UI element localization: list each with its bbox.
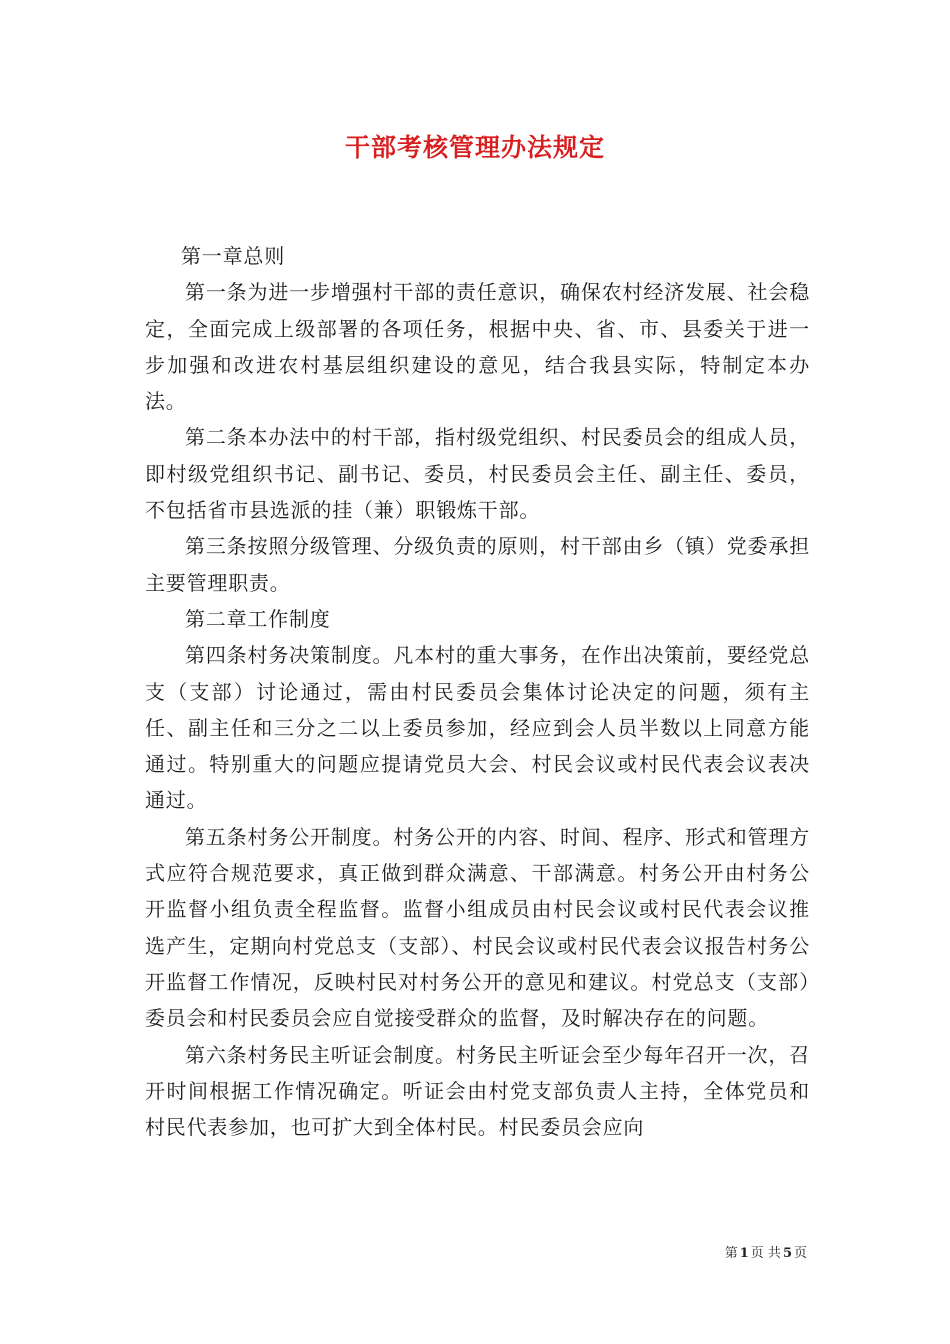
footer-prefix: 第 [724, 1246, 738, 1261]
current-page-number: 1 [739, 1246, 749, 1261]
footer-suffix: 页 [793, 1246, 807, 1261]
page-footer [725, 1245, 807, 1263]
article-3-paragraph: 第三条按照分级管理、分级负责的原则，村干部由乡（镇）党委承担主要管理职责。 [145, 534, 810, 595]
total-pages-number: 5 [782, 1246, 792, 1261]
chapter-heading-1: 第一章总则 [181, 244, 285, 268]
article-4-paragraph: 第四条村务决策制度。凡本村的重大事务，在作出决策前，要经党总支（支部）讨论通过，需由村民委员会集体讨论决定的问题，须有主任、副主任和三分之二以上委员参加，经应到会人员半数以上同意方能通过。特别重大的问题应提请党员大会、村民会议或村民代表会议表决通过。 [145, 643, 810, 813]
article-6-paragraph: 第六条村务民主听证会制度。村务民主听证会至少每年召开一次，召开时间根据工作情况确定。听证会由村党支部负责人主持，全体党员和村民代表参加，也可扩大到全体村民。村民委员会应向 [145, 1042, 810, 1140]
footer-middle: 页 共 [750, 1246, 781, 1261]
document-body [145, 238, 810, 1145]
article-5-paragraph: 第五条村务公开制度。村务公开的内容、时间、程序、形式和管理方式应符合规范要求，真正做到群众满意、干部满意。村务公开由村务公开监督小组负责全程监督。监督小组成员由村民会议或村民代表会议推选产生，定期向村党总支（支部）、村民会议或村民代表会议报告村务公开监督工作情况，反映村民对村务公开的意见和建议。村党总支（支部）委员会和村民委员会应自觉接受群众的监督，及时解决存在的问题。 [145, 824, 810, 1031]
document-title: 干部考核管理办法规定 [344, 133, 605, 162]
article-1-paragraph: 第一条为进一步增强村干部的责任意识，确保农村经济发展、社会稳定，全面完成上级部署的各项任务，根据中央、省、市、县委关于进一步加强和改进农村基层组织建设的意见，结合我县实际，特制定本办法。 [145, 280, 810, 414]
article-2-paragraph: 第二条本办法中的村干部，指村级党组织、村民委员会的组成人员，即村级党组织书记、副书记、委员，村民委员会主任、副主任、委员，不包括省市县选派的挂（兼）职锻炼干部。 [145, 425, 810, 523]
chapter-heading-2: 第二章工作制度 [185, 606, 331, 631]
